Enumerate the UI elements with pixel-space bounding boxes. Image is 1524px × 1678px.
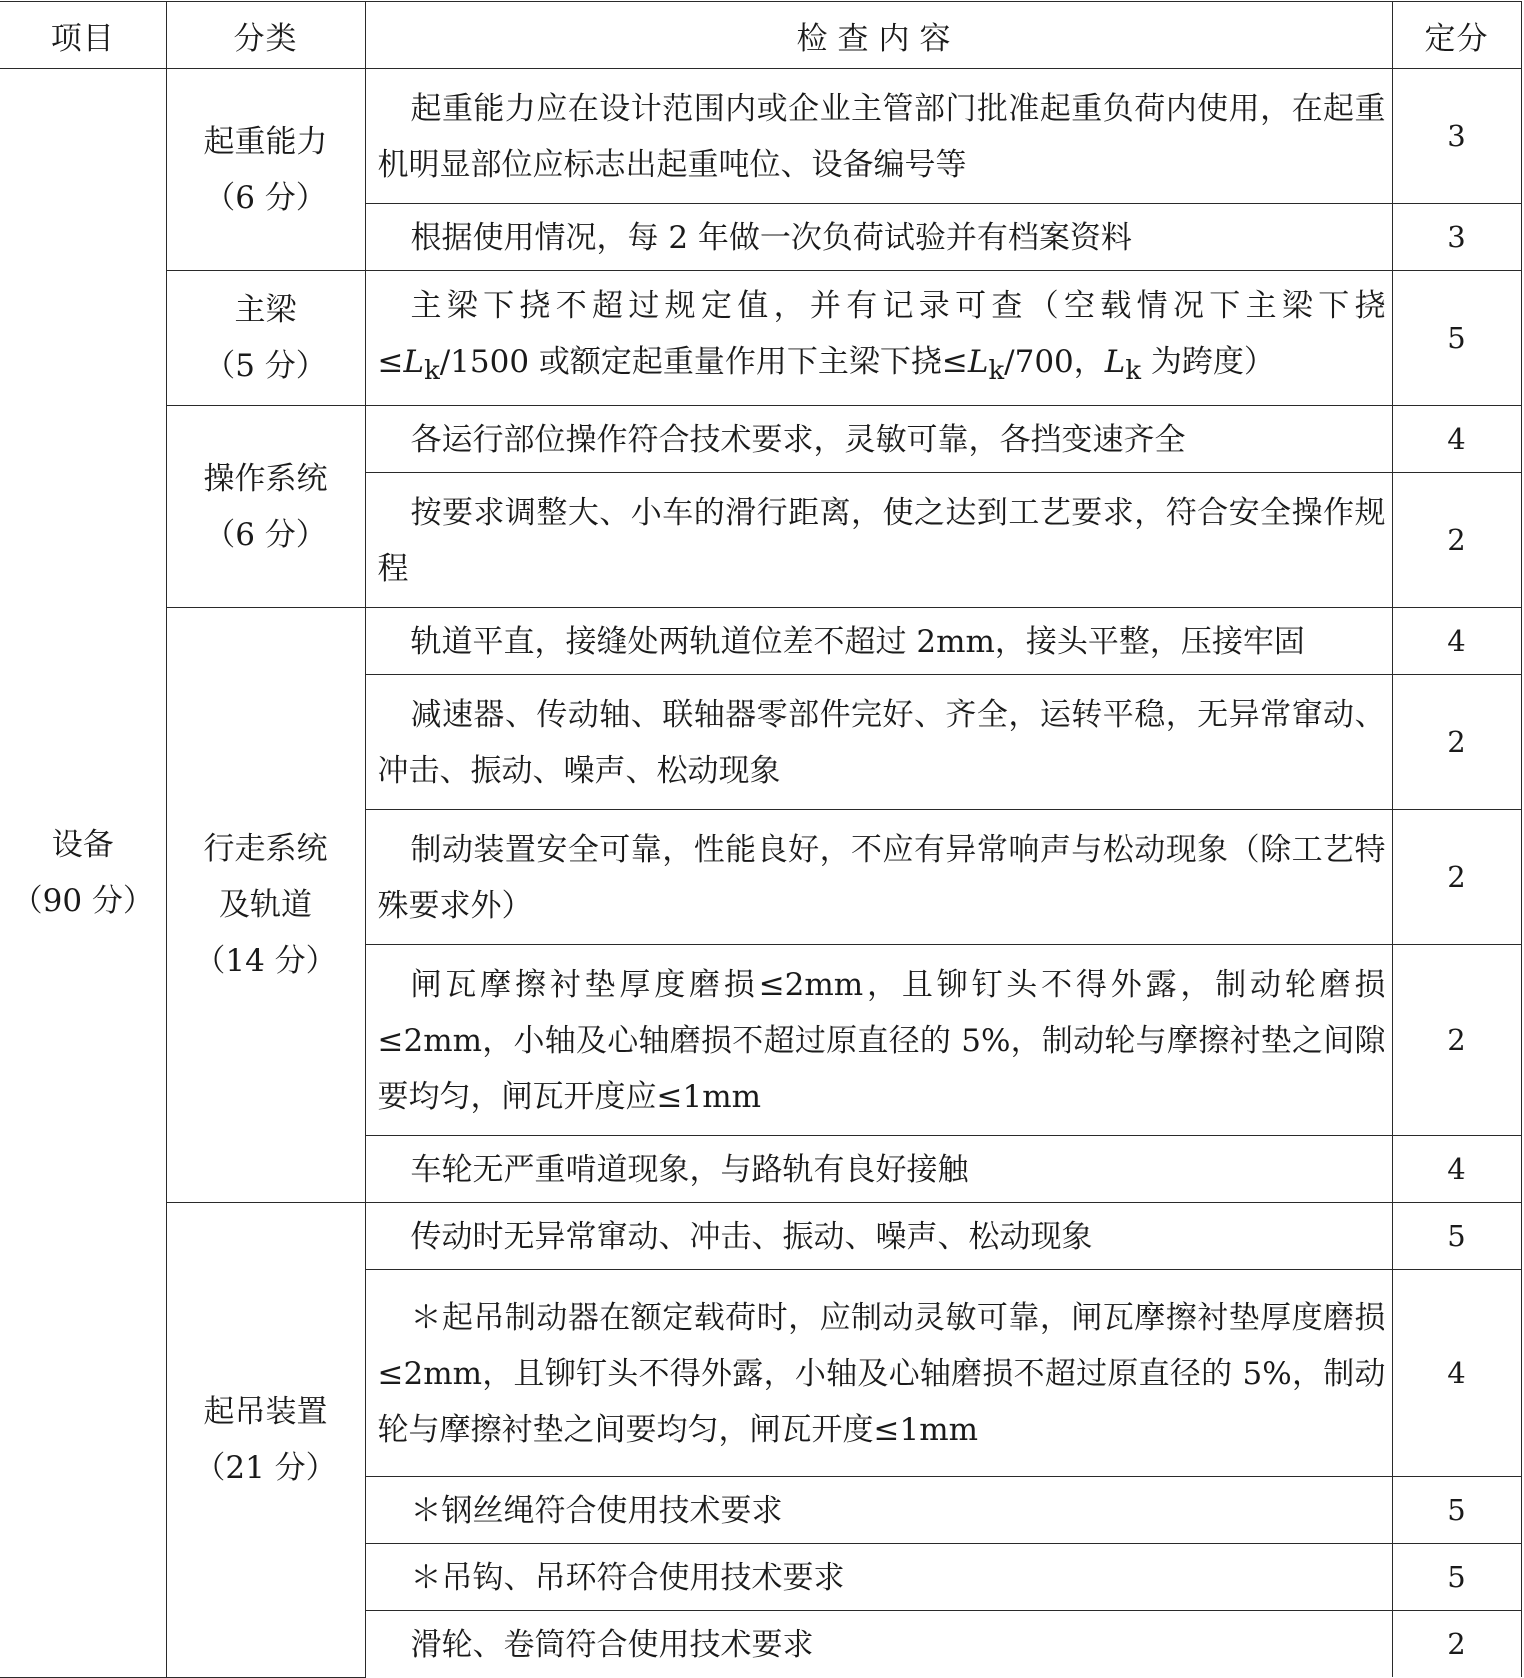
score-cell: 2 xyxy=(1392,675,1521,810)
score-cell: 5 xyxy=(1392,1203,1521,1270)
inspection-table xyxy=(0,1,1522,1678)
content-cell xyxy=(365,810,1392,945)
score-cell: 3 xyxy=(1392,204,1521,271)
content-text: 闸瓦摩擦衬垫厚度磨损≤2mm，且铆钉头不得外露，制动轮磨损≤2mm，小轴及心轴磨损不超过原直径的 5%，制动轮与摩擦衬垫之间隙要均匀，闸瓦开度应≤1mm xyxy=(377,967,1386,1115)
score-cell: 4 xyxy=(1392,1136,1521,1203)
group-name: 操作系统 xyxy=(203,460,328,497)
content-text: 主梁下挠不超过规定值，并有记录可查（空载情况下主梁下挠$\le L_k/1500$ 或额定起重量作用下主梁下挠$\le L_k/700$，$L_k$ 为跨度） xyxy=(377,288,1386,387)
group-name-line2: 及轨道 xyxy=(219,887,312,923)
score-cell: 4 xyxy=(1392,608,1521,675)
content-cell xyxy=(365,271,1392,406)
group-name: 主梁 xyxy=(234,292,297,328)
group-points: （5 分） xyxy=(204,348,327,384)
content-cell xyxy=(365,69,1392,204)
group-points: （6 分） xyxy=(204,516,327,553)
content-cell xyxy=(365,1544,1392,1611)
content-cell xyxy=(365,1136,1392,1203)
score-cell: 2 xyxy=(1392,473,1521,608)
score-cell: 3 xyxy=(1392,69,1521,204)
header-category: 分类 xyxy=(166,2,365,69)
content-text: 轨道平直，接缝处两轨道位差不超过 2mm，接头平整，压接牢固 xyxy=(410,624,1305,660)
score-cell: 4 xyxy=(1392,406,1521,473)
content-cell xyxy=(365,204,1392,271)
content-text: ＊起吊制动器在额定载荷时，应制动灵敏可靠，闸瓦摩擦衬垫厚度磨损≤2mm，且铆钉头不得外露，小轴及心轴磨损不超过原直径的 5%，制动轮与摩擦衬垫之间要均匀，闸瓦开度≤1mm xyxy=(377,1300,1386,1448)
content-text: 按要求调整大、小车的滑行距离，使之达到工艺要求，符合安全操作规程 xyxy=(377,495,1386,587)
header-score: 定分 xyxy=(1392,2,1521,69)
content-text: 各运行部位操作符合技术要求，灵敏可靠，各挡变速齐全 xyxy=(410,422,1186,458)
group-cell xyxy=(166,406,365,608)
table-row xyxy=(0,608,1521,675)
content-text: 制动装置安全可靠，性能良好，不应有异常响声与松动现象（除工艺特殊要求外） xyxy=(377,832,1386,924)
content-text: 起重能力应在设计范围内或企业主管部门批准起重负荷内使用，在起重机明显部位应标志出起重吨位、设备编号等 xyxy=(377,91,1386,183)
group-cell xyxy=(166,608,365,1203)
content-cell xyxy=(365,1611,1392,1678)
header-content: 检查内容 xyxy=(365,2,1392,69)
content-text: ＊钢丝绳符合使用技术要求 xyxy=(410,1493,783,1529)
score-cell: 5 xyxy=(1392,1544,1521,1611)
content-cell xyxy=(365,473,1392,608)
group-points: （6 分） xyxy=(204,179,327,216)
content-cell xyxy=(365,406,1392,473)
content-text: 根据使用情况，每 2 年做一次负荷试验并有档案资料 xyxy=(410,220,1132,256)
content-cell xyxy=(365,1270,1392,1477)
content-cell xyxy=(365,608,1392,675)
group-name: 起吊装置 xyxy=(203,1393,328,1430)
score-cell: 5 xyxy=(1392,271,1521,406)
table-row xyxy=(0,69,1521,204)
project-cell xyxy=(0,69,166,1678)
content-text: ＊吊钩、吊环符合使用技术要求 xyxy=(410,1560,845,1596)
group-cell xyxy=(166,271,365,406)
header-project: 项目 xyxy=(0,2,166,69)
table-row xyxy=(0,1203,1521,1270)
content-cell xyxy=(365,1477,1392,1544)
score-cell: 5 xyxy=(1392,1477,1521,1544)
project-name: 设备 xyxy=(51,826,114,863)
table-row xyxy=(0,406,1521,473)
header-row xyxy=(0,2,1521,69)
group-cell xyxy=(166,1203,365,1678)
group-name: 起重能力 xyxy=(203,123,328,160)
table-row xyxy=(0,271,1521,406)
score-cell: 2 xyxy=(1392,810,1521,945)
content-cell xyxy=(365,1203,1392,1270)
group-points: （14 分） xyxy=(194,943,337,979)
content-cell xyxy=(365,675,1392,810)
group-name-line1: 行走系统 xyxy=(203,831,328,867)
content-text: 车轮无严重啃道现象，与路轨有良好接触 xyxy=(410,1152,969,1188)
content-text: 传动时无异常窜动、冲击、振动、噪声、松动现象 xyxy=(410,1219,1093,1255)
content-text: 减速器、传动轴、联轴器零部件完好、齐全，运转平稳，无异常窜动、冲击、振动、噪声、松动现象 xyxy=(377,697,1386,789)
project-points: （90 分） xyxy=(11,882,154,919)
score-cell: 2 xyxy=(1392,945,1521,1136)
content-text: 滑轮、卷筒符合使用技术要求 xyxy=(410,1627,814,1663)
group-points: （21 分） xyxy=(194,1449,337,1486)
score-cell: 2 xyxy=(1392,1611,1521,1678)
content-cell xyxy=(365,945,1392,1136)
score-cell: 4 xyxy=(1392,1270,1521,1477)
group-cell xyxy=(166,69,365,271)
